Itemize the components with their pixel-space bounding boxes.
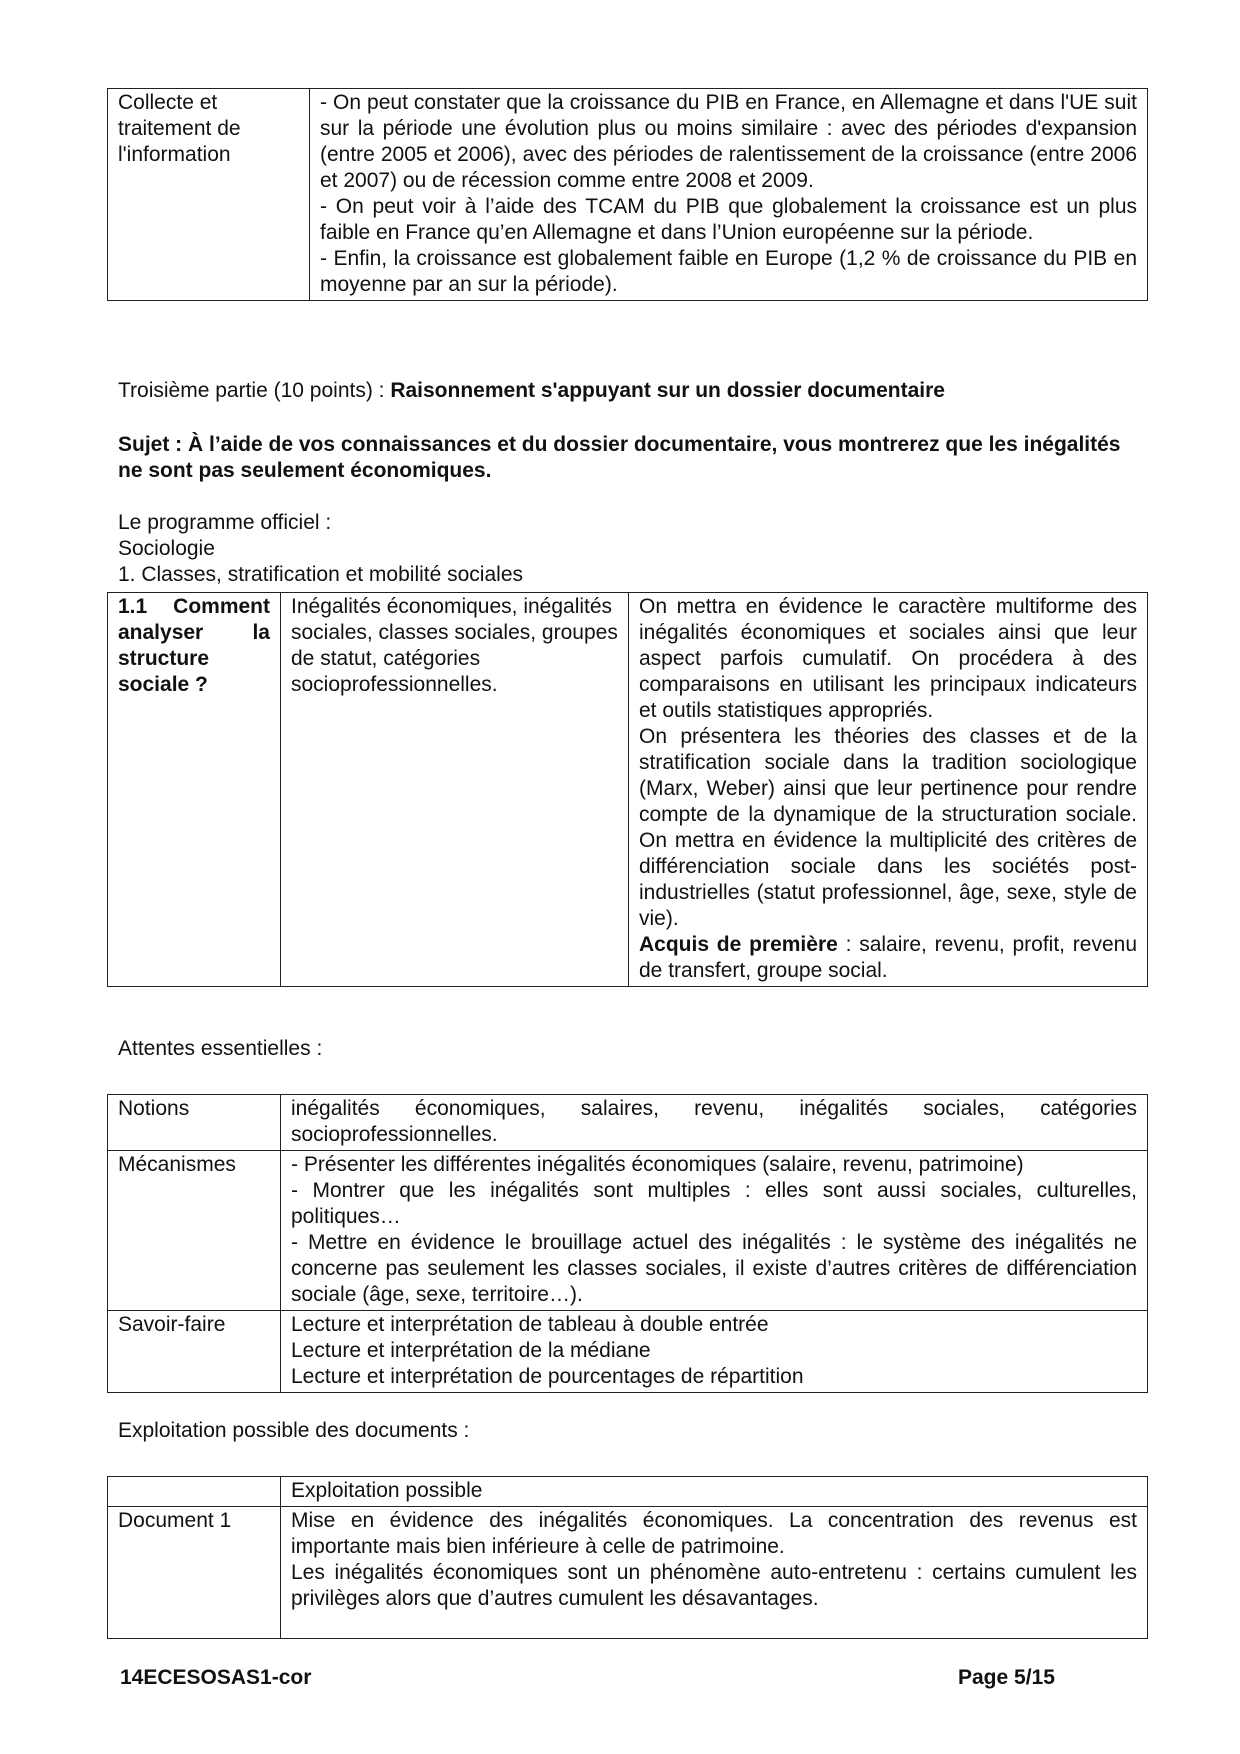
attentes-table	[107, 1094, 1148, 1393]
exploitation-title: Exploitation possible des documents :	[118, 1419, 470, 1442]
attentes-label: Notions	[108, 1095, 281, 1151]
exploitation-line: Les inégalités économiques sont un phénomène auto-entretenu : certains cumulent les privilèges alors que d’autres cumulent les désavantages.	[291, 1561, 1137, 1610]
info-paragraph: - On peut constater que la croissance du PIB en France, en Allemagne et dans l'UE suit sur la période une évolution plus ou moins similaire : avec des périodes d'expansion (entre 2005 et 2006), avec des périodes de ralentissement de la croissance (entre 2006 et 2007) ou de récession comme entre 2008 et 2009.	[320, 91, 1137, 192]
acquis-label: Acquis de première	[639, 933, 838, 956]
part3-heading-prefix: Troisième partie (10 points) :	[118, 379, 391, 402]
exploitation-label: Document 1	[108, 1507, 281, 1639]
attentes-line: inégalités économiques, salaires, revenu, inégalités sociales, catégories socioprofessionnelles.	[291, 1097, 1137, 1146]
programme-question: 1.1 Comment analyser la structure sociale ?	[108, 593, 281, 987]
programme-notions: Inégalités économiques, inégalités sociales, classes sociales, groupes de statut, catégories socioprofessionnelles.	[281, 593, 629, 987]
programme-line: Sociologie	[118, 537, 215, 560]
exploitation-line: Mise en évidence des inégalités économiques. La concentration des revenus est importante mais bien inférieure à celle de patrimoine.	[291, 1509, 1137, 1558]
footer-page: Page 5/15	[958, 1666, 1055, 1689]
info-table	[107, 88, 1148, 301]
attentes-row	[108, 1095, 1148, 1151]
info-content	[310, 89, 1148, 301]
attentes-title: Attentes essentielles :	[118, 1037, 323, 1060]
attentes-label: Savoir-faire	[108, 1311, 281, 1393]
exploitation-row	[108, 1507, 1148, 1639]
attentes-line: - Mettre en évidence le brouillage actuel des inégalités : le système des inégalités ne concerne pas seulement les classes sociales, il existe d’autres critères de différenciation sociale (âge, sexe, territoire…).	[291, 1231, 1137, 1306]
programme-table	[107, 592, 1148, 987]
exploitation-header-empty	[108, 1477, 281, 1507]
programme-line: Le programme officiel :	[118, 511, 332, 534]
attentes-line: - Présenter les différentes inégalités économiques (salaire, revenu, patrimoine)	[291, 1153, 1024, 1176]
programme-intro	[118, 510, 1148, 588]
info-row	[108, 89, 1148, 301]
subject-text: Sujet : À l’aide de vos connaissances et du dossier documentaire, vous montrerez que les inégalités ne sont pas seulement économiques.	[118, 433, 1121, 482]
acquis-text: : salaire, revenu, profit, revenu de transfert, groupe social.	[639, 933, 1137, 982]
subject	[118, 432, 1138, 484]
part3-heading	[118, 378, 1148, 404]
attentes-line: - Montrer que les inégalités sont multiples : elles sont aussi sociales, culturelles, politiques…	[291, 1179, 1137, 1228]
attentes-line: Lecture et interprétation de la médiane	[291, 1339, 651, 1362]
footer-code: 14ECESOSAS1-cor	[120, 1666, 312, 1689]
info-paragraph: - Enfin, la croissance est globalement faible en Europe (1,2 % de croissance du PIB en moyenne par an sur la période).	[320, 247, 1137, 296]
attentes-content	[281, 1095, 1148, 1151]
attentes-label: Mécanismes	[108, 1151, 281, 1311]
exploitation-content	[281, 1507, 1148, 1639]
info-paragraph: - On peut voir à l’aide des TCAM du PIB que globalement la croissance est un plus faible en France qu’en Allemagne et dans l’Union européenne sur la période.	[320, 195, 1137, 244]
info-label: Collecte et traitement de l'information	[108, 89, 310, 301]
programme-row	[108, 593, 1148, 987]
exploitation-header: Exploitation possible	[281, 1477, 1148, 1507]
part3-heading-title: Raisonnement s'appuyant sur un dossier documentaire	[390, 379, 945, 402]
attentes-row	[108, 1311, 1148, 1393]
indication-paragraph: On présentera les théories des classes et de la stratification sociale dans la tradition sociologique (Marx, Weber) ainsi que leur pertinence pour rendre compte de la dynamique de la structuration sociale. On mettra en évidence la multiplicité des critères de différenciation sociale dans les sociétés post-industrielles (statut professionnel, âge, sexe, style de vie).	[639, 725, 1137, 930]
programme-line: 1. Classes, stratification et mobilité sociales	[118, 563, 523, 586]
exploitation-table	[107, 1476, 1148, 1639]
attentes-content	[281, 1151, 1148, 1311]
indication-paragraph: On mettra en évidence le caractère multiforme des inégalités économiques et sociales ainsi que leur aspect parfois cumulatif. On procédera à des comparaisons en utilisant les principaux indicateurs et outils statistiques appropriés.	[639, 595, 1137, 722]
attentes-line: Lecture et interprétation de pourcentages de répartition	[291, 1365, 804, 1388]
attentes-row	[108, 1151, 1148, 1311]
exploitation-header-row	[108, 1477, 1148, 1507]
acquis	[639, 932, 1137, 984]
attentes-line: Lecture et interprétation de tableau à double entrée	[291, 1313, 769, 1336]
attentes-content	[281, 1311, 1148, 1393]
programme-indications	[629, 593, 1148, 987]
